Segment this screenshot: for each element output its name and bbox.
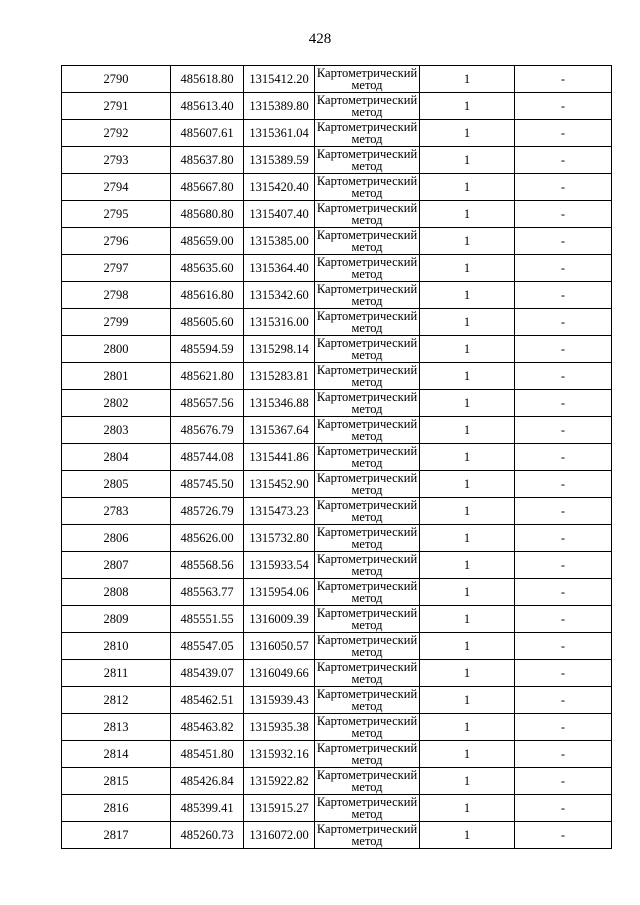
y-coordinate-cell: 1315412.20 — [244, 66, 315, 93]
count-cell: 1 — [420, 579, 515, 606]
note-cell: - — [515, 552, 612, 579]
table-row — [62, 228, 612, 255]
point-number-cell: 2801 — [62, 363, 171, 390]
table-row — [62, 822, 612, 849]
method-line-1: Картометрический — [316, 444, 418, 458]
x-coordinate-cell: 485744.08 — [171, 444, 244, 471]
note-cell: - — [515, 606, 612, 633]
table-row — [62, 309, 612, 336]
x-coordinate-cell: 485426.84 — [171, 768, 244, 795]
table-row — [62, 714, 612, 741]
note-cell: - — [515, 498, 612, 525]
method-cell — [315, 147, 420, 174]
y-coordinate-cell: 1315283.81 — [244, 363, 315, 390]
x-coordinate-cell: 485676.79 — [171, 417, 244, 444]
count-cell: 1 — [420, 120, 515, 147]
point-number-cell: 2792 — [62, 120, 171, 147]
table-row — [62, 633, 612, 660]
y-coordinate-cell: 1315385.00 — [244, 228, 315, 255]
method-line-1: Картометрический — [316, 174, 418, 188]
method-cell — [315, 741, 420, 768]
note-cell: - — [515, 174, 612, 201]
method-cell — [315, 822, 420, 849]
note-cell: - — [515, 66, 612, 93]
method-line-1: Картометрический — [316, 768, 418, 782]
table-row — [62, 687, 612, 714]
method-line-2: метод — [351, 348, 383, 362]
method-line-1: Картометрический — [316, 606, 418, 620]
x-coordinate-cell: 485551.55 — [171, 606, 244, 633]
y-coordinate-cell: 1315346.88 — [244, 390, 315, 417]
point-number-cell: 2808 — [62, 579, 171, 606]
y-coordinate-cell: 1315316.00 — [244, 309, 315, 336]
method-line-2: метод — [351, 294, 383, 308]
method-line-2: метод — [351, 483, 383, 497]
point-number-cell: 2806 — [62, 525, 171, 552]
y-coordinate-cell: 1315389.59 — [244, 147, 315, 174]
method-line-1: Картометрический — [316, 363, 418, 377]
method-cell — [315, 66, 420, 93]
method-cell — [315, 228, 420, 255]
note-cell: - — [515, 795, 612, 822]
table-row — [62, 417, 612, 444]
method-line-1: Картометрический — [316, 552, 418, 566]
x-coordinate-cell: 485568.56 — [171, 552, 244, 579]
method-cell — [315, 579, 420, 606]
note-cell: - — [515, 471, 612, 498]
method-line-2: метод — [351, 834, 383, 848]
x-coordinate-cell: 485605.60 — [171, 309, 244, 336]
point-number-cell: 2815 — [62, 768, 171, 795]
note-cell: - — [515, 741, 612, 768]
point-number-cell: 2816 — [62, 795, 171, 822]
count-cell: 1 — [420, 714, 515, 741]
coordinates-table — [61, 65, 612, 849]
y-coordinate-cell: 1315915.27 — [244, 795, 315, 822]
note-cell: - — [515, 714, 612, 741]
y-coordinate-cell: 1315452.90 — [244, 471, 315, 498]
y-coordinate-cell: 1315407.40 — [244, 201, 315, 228]
point-number-cell: 2810 — [62, 633, 171, 660]
method-line-2: метод — [351, 618, 383, 632]
method-cell — [315, 795, 420, 822]
x-coordinate-cell: 485626.00 — [171, 525, 244, 552]
point-number-cell: 2791 — [62, 93, 171, 120]
note-cell: - — [515, 255, 612, 282]
method-line-2: метод — [351, 105, 383, 119]
count-cell: 1 — [420, 606, 515, 633]
method-line-2: метод — [351, 267, 383, 281]
count-cell: 1 — [420, 795, 515, 822]
table-row — [62, 255, 612, 282]
point-number-cell: 2790 — [62, 66, 171, 93]
note-cell: - — [515, 687, 612, 714]
note-cell: - — [515, 660, 612, 687]
y-coordinate-cell: 1315939.43 — [244, 687, 315, 714]
method-line-2: метод — [351, 537, 383, 551]
note-cell: - — [515, 228, 612, 255]
method-line-2: метод — [351, 213, 383, 227]
x-coordinate-cell: 485439.07 — [171, 660, 244, 687]
table-row — [62, 498, 612, 525]
page-number: 428 — [308, 31, 332, 47]
y-coordinate-cell: 1315367.64 — [244, 417, 315, 444]
table-row — [62, 363, 612, 390]
method-cell — [315, 498, 420, 525]
table-row — [62, 336, 612, 363]
method-cell — [315, 282, 420, 309]
method-cell — [315, 714, 420, 741]
count-cell: 1 — [420, 66, 515, 93]
table-row — [62, 147, 612, 174]
y-coordinate-cell: 1315420.40 — [244, 174, 315, 201]
method-line-2: метод — [351, 510, 383, 524]
x-coordinate-cell: 485745.50 — [171, 471, 244, 498]
method-line-1: Картометрический — [316, 282, 418, 296]
method-cell — [315, 201, 420, 228]
count-cell: 1 — [420, 687, 515, 714]
method-cell — [315, 633, 420, 660]
count-cell: 1 — [420, 201, 515, 228]
point-number-cell: 2799 — [62, 309, 171, 336]
method-line-1: Картометрический — [316, 579, 418, 593]
method-line-2: метод — [351, 591, 383, 605]
point-number-cell: 2796 — [62, 228, 171, 255]
method-line-1: Картометрический — [316, 687, 418, 701]
note-cell: - — [515, 201, 612, 228]
count-cell: 1 — [420, 741, 515, 768]
x-coordinate-cell: 485618.80 — [171, 66, 244, 93]
method-line-1: Картометрический — [316, 525, 418, 539]
method-cell — [315, 606, 420, 633]
method-cell — [315, 768, 420, 795]
y-coordinate-cell: 1315935.38 — [244, 714, 315, 741]
table-row — [62, 66, 612, 93]
method-cell — [315, 120, 420, 147]
method-line-1: Картометрический — [316, 66, 418, 80]
x-coordinate-cell: 485563.77 — [171, 579, 244, 606]
method-line-1: Картометрический — [316, 336, 418, 350]
point-number-cell: 2804 — [62, 444, 171, 471]
method-line-2: метод — [351, 699, 383, 713]
method-line-1: Картометрический — [316, 741, 418, 755]
table-row — [62, 174, 612, 201]
x-coordinate-cell: 485607.61 — [171, 120, 244, 147]
method-line-2: метод — [351, 402, 383, 416]
y-coordinate-cell: 1315361.04 — [244, 120, 315, 147]
table-row — [62, 741, 612, 768]
method-line-2: метод — [351, 672, 383, 686]
x-coordinate-cell: 485621.80 — [171, 363, 244, 390]
point-number-cell: 2803 — [62, 417, 171, 444]
method-line-1: Картометрический — [316, 201, 418, 215]
point-number-cell: 2797 — [62, 255, 171, 282]
method-line-1: Картометрический — [316, 255, 418, 269]
method-line-2: метод — [351, 456, 383, 470]
point-number-cell: 2795 — [62, 201, 171, 228]
note-cell: - — [515, 93, 612, 120]
method-line-2: метод — [351, 564, 383, 578]
table-row — [62, 282, 612, 309]
y-coordinate-cell: 1316072.00 — [244, 822, 315, 849]
method-cell — [315, 309, 420, 336]
method-cell — [315, 390, 420, 417]
note-cell: - — [515, 417, 612, 444]
count-cell: 1 — [420, 822, 515, 849]
y-coordinate-cell: 1316009.39 — [244, 606, 315, 633]
method-line-2: метод — [351, 753, 383, 767]
method-cell — [315, 660, 420, 687]
method-line-1: Картометрический — [316, 714, 418, 728]
note-cell: - — [515, 525, 612, 552]
note-cell: - — [515, 768, 612, 795]
method-line-1: Картометрический — [316, 795, 418, 809]
x-coordinate-cell: 485463.82 — [171, 714, 244, 741]
method-line-1: Картометрический — [316, 390, 418, 404]
point-number-cell: 2812 — [62, 687, 171, 714]
method-line-1: Картометрический — [316, 309, 418, 323]
method-line-1: Картометрический — [316, 417, 418, 431]
x-coordinate-cell: 485616.80 — [171, 282, 244, 309]
method-line-2: метод — [351, 780, 383, 794]
method-cell — [315, 552, 420, 579]
note-cell: - — [515, 633, 612, 660]
method-cell — [315, 336, 420, 363]
method-line-2: метод — [351, 375, 383, 389]
table-row — [62, 552, 612, 579]
method-line-1: Картометрический — [316, 660, 418, 674]
method-line-1: Картометрический — [316, 228, 418, 242]
table-row — [62, 606, 612, 633]
y-coordinate-cell: 1315922.82 — [244, 768, 315, 795]
method-line-2: метод — [351, 807, 383, 821]
x-coordinate-cell: 485659.00 — [171, 228, 244, 255]
count-cell: 1 — [420, 417, 515, 444]
count-cell: 1 — [420, 633, 515, 660]
method-cell — [315, 525, 420, 552]
count-cell: 1 — [420, 174, 515, 201]
x-coordinate-cell: 485637.80 — [171, 147, 244, 174]
method-line-1: Картометрический — [316, 822, 418, 836]
point-number-cell: 2800 — [62, 336, 171, 363]
x-coordinate-cell: 485613.40 — [171, 93, 244, 120]
y-coordinate-cell: 1315389.80 — [244, 93, 315, 120]
y-coordinate-cell: 1315473.23 — [244, 498, 315, 525]
point-number-cell: 2811 — [62, 660, 171, 687]
count-cell: 1 — [420, 255, 515, 282]
method-line-1: Картометрический — [316, 498, 418, 512]
x-coordinate-cell: 485399.41 — [171, 795, 244, 822]
count-cell: 1 — [420, 336, 515, 363]
method-line-2: метод — [351, 186, 383, 200]
x-coordinate-cell: 485260.73 — [171, 822, 244, 849]
table-row — [62, 93, 612, 120]
method-cell — [315, 93, 420, 120]
y-coordinate-cell: 1315441.86 — [244, 444, 315, 471]
method-cell — [315, 363, 420, 390]
count-cell: 1 — [420, 147, 515, 174]
point-number-cell: 2814 — [62, 741, 171, 768]
method-line-1: Картометрический — [316, 471, 418, 485]
x-coordinate-cell: 485547.05 — [171, 633, 244, 660]
count-cell: 1 — [420, 525, 515, 552]
count-cell: 1 — [420, 552, 515, 579]
count-cell: 1 — [420, 309, 515, 336]
note-cell: - — [515, 282, 612, 309]
method-line-2: метод — [351, 240, 383, 254]
method-line-2: метод — [351, 429, 383, 443]
note-cell: - — [515, 444, 612, 471]
x-coordinate-cell: 485726.79 — [171, 498, 244, 525]
point-number-cell: 2809 — [62, 606, 171, 633]
table-row — [62, 579, 612, 606]
y-coordinate-cell: 1315732.80 — [244, 525, 315, 552]
point-number-cell: 2817 — [62, 822, 171, 849]
point-number-cell: 2813 — [62, 714, 171, 741]
count-cell: 1 — [420, 390, 515, 417]
method-line-1: Картометрический — [316, 147, 418, 161]
point-number-cell: 2807 — [62, 552, 171, 579]
table-row — [62, 768, 612, 795]
note-cell: - — [515, 309, 612, 336]
point-number-cell: 2798 — [62, 282, 171, 309]
method-line-1: Картометрический — [316, 633, 418, 647]
method-cell — [315, 174, 420, 201]
count-cell: 1 — [420, 363, 515, 390]
method-line-2: метод — [351, 726, 383, 740]
table-row — [62, 201, 612, 228]
y-coordinate-cell: 1315298.14 — [244, 336, 315, 363]
method-cell — [315, 444, 420, 471]
note-cell: - — [515, 120, 612, 147]
x-coordinate-cell: 485451.80 — [171, 741, 244, 768]
table-row — [62, 525, 612, 552]
method-cell — [315, 687, 420, 714]
method-line-2: метод — [351, 159, 383, 173]
x-coordinate-cell: 485657.56 — [171, 390, 244, 417]
point-number-cell: 2805 — [62, 471, 171, 498]
y-coordinate-cell: 1315364.40 — [244, 255, 315, 282]
point-number-cell: 2793 — [62, 147, 171, 174]
table-row — [62, 120, 612, 147]
note-cell: - — [515, 822, 612, 849]
x-coordinate-cell: 485667.80 — [171, 174, 244, 201]
count-cell: 1 — [420, 228, 515, 255]
y-coordinate-cell: 1316050.57 — [244, 633, 315, 660]
note-cell: - — [515, 336, 612, 363]
count-cell: 1 — [420, 471, 515, 498]
point-number-cell: 2802 — [62, 390, 171, 417]
point-number-cell: 2783 — [62, 498, 171, 525]
method-line-1: Картометрический — [316, 93, 418, 107]
note-cell: - — [515, 579, 612, 606]
count-cell: 1 — [420, 282, 515, 309]
x-coordinate-cell: 485635.60 — [171, 255, 244, 282]
method-line-2: метод — [351, 78, 383, 92]
method-cell — [315, 255, 420, 282]
method-line-2: метод — [351, 645, 383, 659]
y-coordinate-cell: 1315932.16 — [244, 741, 315, 768]
count-cell: 1 — [420, 498, 515, 525]
x-coordinate-cell: 485680.80 — [171, 201, 244, 228]
x-coordinate-cell: 485594.59 — [171, 336, 244, 363]
y-coordinate-cell: 1316049.66 — [244, 660, 315, 687]
x-coordinate-cell: 485462.51 — [171, 687, 244, 714]
note-cell: - — [515, 147, 612, 174]
table-row — [62, 390, 612, 417]
coordinates-table-body — [62, 66, 612, 849]
note-cell: - — [515, 390, 612, 417]
table-row — [62, 444, 612, 471]
table-row — [62, 795, 612, 822]
y-coordinate-cell: 1315342.60 — [244, 282, 315, 309]
table-row — [62, 471, 612, 498]
y-coordinate-cell: 1315954.06 — [244, 579, 315, 606]
note-cell: - — [515, 363, 612, 390]
method-line-2: метод — [351, 132, 383, 146]
count-cell: 1 — [420, 768, 515, 795]
count-cell: 1 — [420, 93, 515, 120]
method-cell — [315, 417, 420, 444]
table-row — [62, 660, 612, 687]
count-cell: 1 — [420, 444, 515, 471]
method-cell — [315, 471, 420, 498]
count-cell: 1 — [420, 660, 515, 687]
y-coordinate-cell: 1315933.54 — [244, 552, 315, 579]
point-number-cell: 2794 — [62, 174, 171, 201]
method-line-1: Картометрический — [316, 120, 418, 134]
method-line-2: метод — [351, 321, 383, 335]
